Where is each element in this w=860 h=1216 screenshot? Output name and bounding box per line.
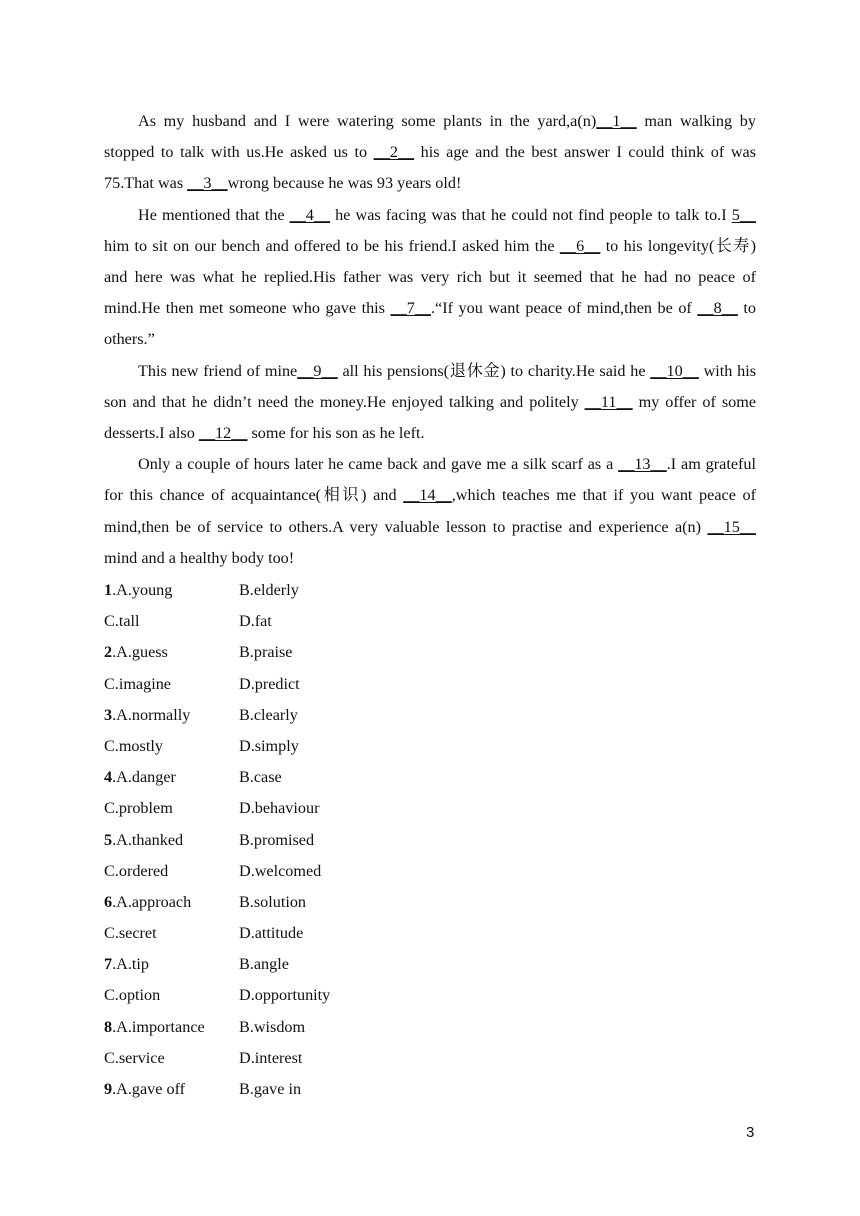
option-a-text: .A.approach <box>112 892 192 911</box>
option-b: B.clearly <box>239 705 298 724</box>
option-a <box>104 949 149 980</box>
question-number: 1 <box>104 581 113 599</box>
cloze-passage <box>104 106 756 574</box>
option-row <box>104 762 504 793</box>
passage-text: my offer of some desserts.I also <box>104 392 756 443</box>
option-row <box>104 700 504 731</box>
option-d: D.attitude <box>239 924 304 943</box>
option-a-text: .A.guess <box>112 643 168 662</box>
passage-text: He mentioned that the <box>138 205 290 224</box>
option-c: C.secret <box>104 924 157 943</box>
question-number: 7 <box>104 955 113 974</box>
option-row <box>104 949 504 980</box>
option-a-text: .A.tip <box>112 955 149 974</box>
blank-15: __15__ <box>707 517 756 536</box>
option-row <box>104 637 504 668</box>
page-number: 3 <box>746 1124 755 1141</box>
option-d: D.opportunity <box>239 986 331 1005</box>
options-list <box>104 575 504 1105</box>
passage-text: he was facing was that he could not find people to talk to.I <box>330 205 732 224</box>
paragraph-1 <box>104 106 756 200</box>
passage-text: him to sit on our bench and offered to be his friend.I asked him the <box>104 236 560 255</box>
option-row <box>104 856 504 887</box>
blank-12: __12__ <box>198 424 248 443</box>
option-a-text: .A.normally <box>112 705 191 724</box>
blank-2: __2__ <box>373 143 415 162</box>
passage-text: his age and the best answer I could think of was 75.That was <box>104 143 757 193</box>
option-b: B.gave in <box>239 1080 302 1098</box>
question-number: 3 <box>104 705 113 724</box>
option-row <box>104 1043 504 1074</box>
option-row <box>104 731 504 762</box>
paragraph-2 <box>104 200 756 356</box>
option-row <box>104 1074 504 1105</box>
option-a-text: .A.gave off <box>112 1080 186 1098</box>
option-a <box>104 825 183 856</box>
question-number: 6 <box>104 892 113 911</box>
option-d: D.interest <box>239 1048 303 1067</box>
option-c: C.mostly <box>104 736 163 755</box>
option-a <box>104 1074 185 1105</box>
option-a <box>104 700 190 731</box>
option-row <box>104 606 504 637</box>
blank-7: __7__ <box>390 299 431 318</box>
blank-13: __13__ <box>618 455 667 474</box>
option-a <box>104 762 176 793</box>
option-a-text: .A.danger <box>112 768 176 787</box>
option-row <box>104 918 504 949</box>
question-number: 9 <box>104 1080 113 1098</box>
passage-text: some for his son as he left. <box>247 424 425 443</box>
option-c: C.imagine <box>104 674 171 693</box>
passage-text: This new friend of mine <box>138 361 298 380</box>
paragraph-3 <box>104 356 756 450</box>
option-d: D.fat <box>239 612 272 631</box>
paragraph-4 <box>104 449 756 574</box>
blank-14: __14__ <box>403 486 452 505</box>
option-row <box>104 1012 504 1043</box>
option-a-text: .A.young <box>112 581 173 599</box>
passage-text: ,which teaches me that if you want peace of mind,then be of service to others.A very valuable lesson to practise and experience a(n) <box>104 486 756 536</box>
option-a <box>104 887 191 918</box>
question-number: 5 <box>104 830 113 849</box>
option-a-text: .A.importance <box>112 1017 205 1036</box>
option-d: D.behaviour <box>239 799 320 818</box>
passage-text: mind and a healthy body too! <box>104 548 295 567</box>
passage-text: to his longevity(长寿) and here was what he replied.His father was very rich but it seemed that he had no peace of mind.He then met someone who gave this <box>104 236 756 318</box>
option-row <box>104 575 504 606</box>
option-c: C.ordered <box>104 861 169 880</box>
blank-8: __8__ <box>697 299 738 318</box>
blank-9: __9__ <box>297 361 338 380</box>
option-b: B.angle <box>239 955 289 974</box>
question-number: 4 <box>104 768 113 787</box>
passage-text: Only a couple of hours later he came back and gave me a silk scarf as a <box>138 455 619 474</box>
passage-text: .“If you want peace of mind,then be of <box>430 299 698 318</box>
option-row <box>104 980 504 1011</box>
option-a <box>104 1012 205 1043</box>
passage-text: As my husband and I were watering some plants in the yard,a(n) <box>138 112 597 130</box>
option-d: D.predict <box>239 674 300 693</box>
option-row <box>104 793 504 824</box>
blank-1: __1__ <box>596 112 637 130</box>
blank-4: __4__ <box>289 205 331 224</box>
passage-text: all his pensions(退休金) to charity.He said he <box>337 361 651 380</box>
blank-10: __10__ <box>650 361 699 380</box>
option-d: D.welcomed <box>239 861 322 880</box>
blank-3: __3__ <box>187 174 228 193</box>
option-a <box>104 575 172 606</box>
blank-6: __6__ <box>559 236 601 255</box>
blank-5: 5__ <box>731 205 756 224</box>
passage-text: man walking by stopped to talk with us.He asked us to <box>104 112 756 162</box>
question-number: 2 <box>104 643 113 662</box>
option-c: C.problem <box>104 799 173 818</box>
passage-text: to others.” <box>104 299 756 349</box>
passage-text: .I am grateful for this chance of acquaintance(相识) and <box>104 455 756 505</box>
option-b: B.praise <box>239 643 293 662</box>
option-b: B.case <box>239 768 282 787</box>
option-b: B.wisdom <box>239 1017 306 1036</box>
option-c: C.service <box>104 1048 165 1067</box>
option-a <box>104 637 168 668</box>
option-b: B.promised <box>239 830 315 849</box>
option-row <box>104 669 504 700</box>
option-b: B.elderly <box>239 581 299 599</box>
option-row <box>104 887 504 918</box>
option-d: D.simply <box>239 736 299 755</box>
blank-11: __11__ <box>584 392 633 411</box>
option-a-text: .A.thanked <box>112 830 184 849</box>
question-number: 8 <box>104 1017 113 1036</box>
option-c: C.option <box>104 986 161 1005</box>
option-c: C.tall <box>104 612 140 631</box>
passage-text: with his son and that he didn’t need the money.He enjoyed talking and politely <box>104 361 757 411</box>
option-row <box>104 825 504 856</box>
option-b: B.solution <box>239 892 307 911</box>
passage-text: wrong because he was 93 years old! <box>227 174 462 193</box>
